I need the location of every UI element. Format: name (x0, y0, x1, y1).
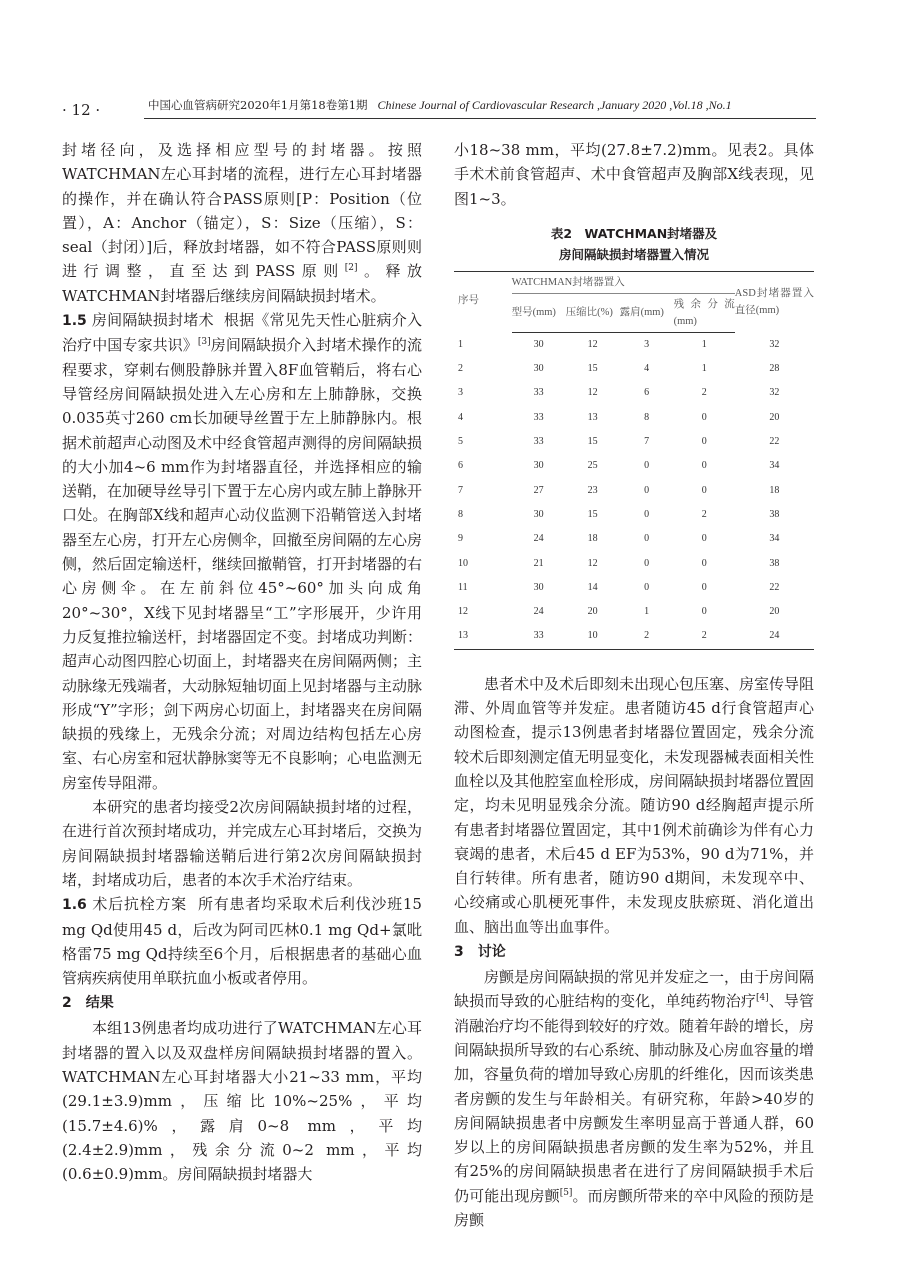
table-cell: 30 (533, 460, 544, 472)
paragraph: 患者术中及术后即刻未出现心包压塞、房室传导阻滞、外周血管等并发症。患者随访45 d行食管超声心动图检查，提示13例患者封堵器位置固定，残余分流较术后即刻测定值无明显变化，未发现器械表面相关性血栓以及其他腔室血栓形成，房间隔缺损封堵器位置固定，均未见明显残余分流。随访90 d经胸超声提示所有患者封堵器位置固定，其中1例术前确诊为伴有心力衰竭的患者，术后45 d EF为53%，90 d为71%，并自行转律。所有患者，随访90 d期间，未发现卒中、心绞痛或心肌梗死事件，未发现皮肤瘀斑、消化道出血、脑出血等出血事件。 (454, 674, 815, 936)
table-cell: 0 (701, 581, 707, 593)
left-column (62, 138, 422, 1186)
table-cell: 13 (587, 411, 598, 423)
table-cell: 20 (587, 606, 598, 618)
section-1-6 (62, 892, 422, 990)
paragraph-text: 封堵径向，及选择相应型号的封堵器。按照WATCHMAN左心耳封堵的流程，进行左心耳封堵器的操作，并在确认符合PASS原则[P：Position（位置），A：Anchor（锚定），S：Size（压缩），S：seal（封闭）]后，释放封堵器，如不符合PASS原则则进行调整，直至达到PASS原则 (62, 141, 422, 281)
table-row (454, 624, 814, 649)
table-cell: 0 (701, 606, 707, 618)
table-cell: 3 (458, 387, 463, 399)
table-caption-line: 房间隔缺损封堵器置入情况 (558, 246, 709, 262)
table-cell: 7 (458, 484, 463, 496)
table-row (454, 600, 814, 624)
table-container (454, 271, 814, 650)
table-cell: 10 (458, 557, 468, 569)
table-cell: 10 (566, 624, 620, 649)
table-cell: 8 (644, 411, 650, 423)
header-compress: 压缩比(%) (566, 293, 620, 332)
table-cell: 33 (533, 387, 544, 399)
table-cell: 38 (769, 508, 780, 520)
table-cell: 23 (587, 484, 598, 496)
section-number: 1.6 (62, 897, 87, 914)
paragraph: 本研究的患者均接受2次房间隔缺损封堵的过程，在进行首次预封堵成功，并完成左心耳封堵后，交换为房间隔缺损封堵器输送鞘后进行第2次房间隔缺损封堵，封堵成功后，患者的本次手术治疗结束。 (62, 798, 423, 889)
paragraph-text: 房间隔缺损介入封堵术操作的流程要求，穿刺右侧股静脉并置入8F血管鞘后，将右心导管经房间隔缺损处进入左心房和左上肺静脉，交换0.035英寸260 cm长加硬导丝置于左上肺静脉内。根据术前超声心动图及术中经食管超声测得的房间隔缺损的大小加4~6 mm作为封堵器直径，并选择相应的输送鞘，在加硬导丝导引下置于左心房内或左肺上静脉开口处。在胸部X线和超声心动仪监测下沿鞘管送入封堵器至左心房，打开左心房侧伞，回撤至房间隔的左心房侧，然后固定输送杆，继续回撤鞘管，打开封堵器的右心房侧伞。在左前斜位45°~60°加头向成角20°~30°，X线下见封堵器呈“工”字形展开，少许用力反复推拉输送杆，封堵器固定不变。封堵成功判断：超声心动图四腔心切面上，封堵器夹在房间隔两侧；主动脉缘无残端者，大动脉短轴切面上见封堵器与主动脉形成“Y”字形；剑下两房心切面上，封堵器夹在房间隔缺损的残缘上，无残余分流；对周边结构包括左心房室、右心房室和冠状静脉窦等无不良影响；心电监测无房室传导阻滞。 (62, 336, 423, 792)
table-cell: 1 (644, 606, 650, 618)
table-row (454, 357, 814, 381)
paragraph-text: 。而房颤所带来的卒中风险的预防是房颤 (454, 1186, 814, 1229)
citation: [4] (755, 993, 769, 1004)
header-rule (144, 118, 816, 119)
table-cell: 34 (769, 533, 780, 545)
table-cell: 4 (458, 411, 463, 423)
header-group: WATCHMAN封堵器置入 (512, 271, 735, 293)
header-index: 序号 (454, 271, 512, 332)
table-cell: 20 (769, 411, 780, 423)
table-cell: 25 (587, 460, 598, 472)
table-cell: 34 (769, 460, 780, 472)
right-column (454, 138, 814, 1232)
page-header (0, 0, 906, 130)
table-cell: 0 (701, 436, 707, 448)
table-cell: 21 (533, 557, 544, 569)
header-residual: 残余分流(mm) (674, 293, 735, 332)
table-cell: 0 (701, 460, 707, 472)
table-cell: 1 (701, 338, 707, 350)
table-cell: 12 (587, 338, 598, 350)
table-cell: 20 (769, 606, 780, 618)
table-cell: 1 (458, 338, 463, 350)
table-cell: 6 (644, 387, 650, 399)
table-cell: 38 (769, 557, 780, 569)
table-row (454, 503, 814, 527)
paragraph (62, 138, 422, 308)
section-title: 术后抗栓方案 (92, 895, 187, 914)
paragraph-text: 。释放WATCHMAN封堵器后继续房间隔缺损封堵术。 (62, 262, 422, 305)
citation: [2] (344, 263, 358, 274)
paragraph-text: 房颤是房间隔缺损的常见并发症之一，由于房间隔缺损而导致的心脏结构的变化，单纯药物治疗 (454, 968, 815, 1011)
table-cell: 9 (458, 533, 463, 545)
header-shoulder: 露肩(mm) (620, 293, 674, 332)
paragraph (454, 965, 814, 1232)
table-cell: 18 (769, 484, 780, 496)
table-cell: 22 (769, 436, 780, 448)
table-body (454, 332, 814, 649)
table-cell: 24 (735, 624, 814, 649)
page-number: · 12 · (62, 101, 101, 119)
table-cell: 28 (769, 363, 780, 375)
table-cell: 30 (533, 508, 544, 520)
table-cell: 5 (458, 436, 463, 448)
table-cell: 13 (454, 624, 512, 649)
table-cell: 33 (512, 624, 566, 649)
table-cell: 2 (701, 387, 707, 399)
table-row (454, 527, 814, 551)
table-cell: 30 (533, 363, 544, 375)
table-cell: 0 (644, 460, 650, 472)
table-cell: 0 (701, 557, 707, 569)
table-row (454, 454, 814, 478)
table-cell: 32 (769, 338, 780, 350)
table-cell: 15 (587, 508, 598, 520)
paragraph: 小18~38 mm，平均(27.8±7.2)mm。见表2。具体手术术前食管超声、术中食管超声及胸部X线表现，见图1~3。 (454, 141, 814, 208)
table-cell: 33 (533, 411, 544, 423)
paragraph: 本组13例患者均成功进行了WATCHMAN左心耳封堵器的置入以及双盘样房间隔缺损封堵器的置入。WATCHMAN左心耳封堵器大小21~33 mm，平均(29.1±3.9)mm，压缩比10%~25%，平均(15.7±4.6)%，露肩0~8 mm，平均(2.4±2.9)mm，残余分流0~2 mm，平均(0.6±0.9)mm。房间隔缺损封堵器大 (62, 1019, 422, 1184)
table-cell: 30 (533, 581, 544, 593)
table-cell: 0 (701, 411, 707, 423)
header-model: 型号(mm) (512, 293, 566, 332)
table-row (454, 381, 814, 405)
section-number: 1.5 (62, 313, 87, 330)
table-cell: 24 (533, 606, 544, 618)
data-table (454, 271, 814, 650)
table-cell: 32 (769, 387, 780, 399)
section-title: 房间隔缺损封堵术 (91, 311, 214, 330)
table-cell: 22 (769, 581, 780, 593)
table-cell: 12 (587, 387, 598, 399)
table-cell: 33 (533, 436, 544, 448)
table-caption (454, 223, 814, 265)
paragraph-text: 根据《常见先天性心脏病介入治疗中国专家共识》 (62, 311, 422, 355)
citation: [5] (559, 1187, 573, 1198)
table-cell: 1 (701, 363, 707, 375)
table-caption-line: 表2 WATCHMAN封堵器及 (550, 225, 718, 241)
header-asd: ASD封堵器置入直径(mm) (735, 271, 814, 332)
table-cell: 24 (533, 533, 544, 545)
table-cell: 14 (587, 581, 598, 593)
table-cell: 0 (644, 508, 650, 520)
paragraph-text: 、导管消融治疗均不能得到较好的疗效。随着年龄的增长，房间隔缺损所导致的右心系统、肺动脉及心房血容量的增加，容量负荷的增加导致心房肌的纤维化，因而该类患者房颤的发生与年龄相关。有研究称，年龄>40岁的房间隔缺损患者中房颤发生率明显高于普通人群，60岁以上的房间隔缺损患者房颤的发生率为52%，并且有25%的房间隔缺损患者在进行了房间隔缺损手术后仍可能出现房颤 (454, 992, 815, 1205)
table-cell: 0 (644, 533, 650, 545)
journal-title-cn: 中国心血管病研究2020年1月第18卷第1期 (148, 98, 368, 112)
running-head (148, 97, 732, 113)
table-cell: 3 (644, 338, 650, 350)
table-cell: 2 (458, 363, 463, 375)
table-cell: 0 (644, 484, 650, 496)
table-row (454, 332, 814, 357)
table-cell: 15 (587, 436, 598, 448)
table-cell: 0 (644, 557, 650, 569)
table-cell: 0 (701, 484, 707, 496)
table-row (454, 406, 814, 430)
table-cell: 11 (458, 581, 468, 593)
table-row (454, 430, 814, 454)
journal-title-en: Chinese Journal of Cardiovascular Research ,January 2020 ,Vol.18 ,No.1 (377, 98, 732, 112)
table-cell: 4 (644, 363, 650, 375)
table-cell: 30 (533, 338, 544, 350)
table-row (454, 576, 814, 600)
paragraph-text: 所有患者均采取术后利伐沙班15 mg Qd使用45 d，后改为阿司匹林0.1 mg Qd+氯吡格雷75 mg Qd持续至6个月，后根据患者的基础心血管病疾病使用单联抗血小板或者停用。 (62, 895, 422, 988)
section-heading: 3 讨论 (454, 944, 506, 961)
table-row (454, 479, 814, 503)
section-1-5 (62, 308, 422, 795)
table-cell: 2 (620, 624, 674, 649)
table-cell: 15 (587, 363, 598, 375)
table-cell: 27 (533, 484, 544, 496)
table-row (454, 552, 814, 576)
table-cell: 12 (458, 606, 468, 618)
citation: [3] (197, 337, 211, 348)
section-heading: 2 结果 (62, 995, 114, 1012)
table-cell: 0 (644, 581, 650, 593)
table-cell: 7 (644, 436, 650, 448)
table-cell: 2 (701, 508, 707, 520)
table-cell: 0 (701, 533, 707, 545)
table-cell: 12 (587, 557, 598, 569)
table-cell: 6 (458, 460, 463, 472)
table-cell: 8 (458, 508, 463, 520)
table-cell: 2 (674, 624, 735, 649)
table-cell: 18 (587, 533, 598, 545)
